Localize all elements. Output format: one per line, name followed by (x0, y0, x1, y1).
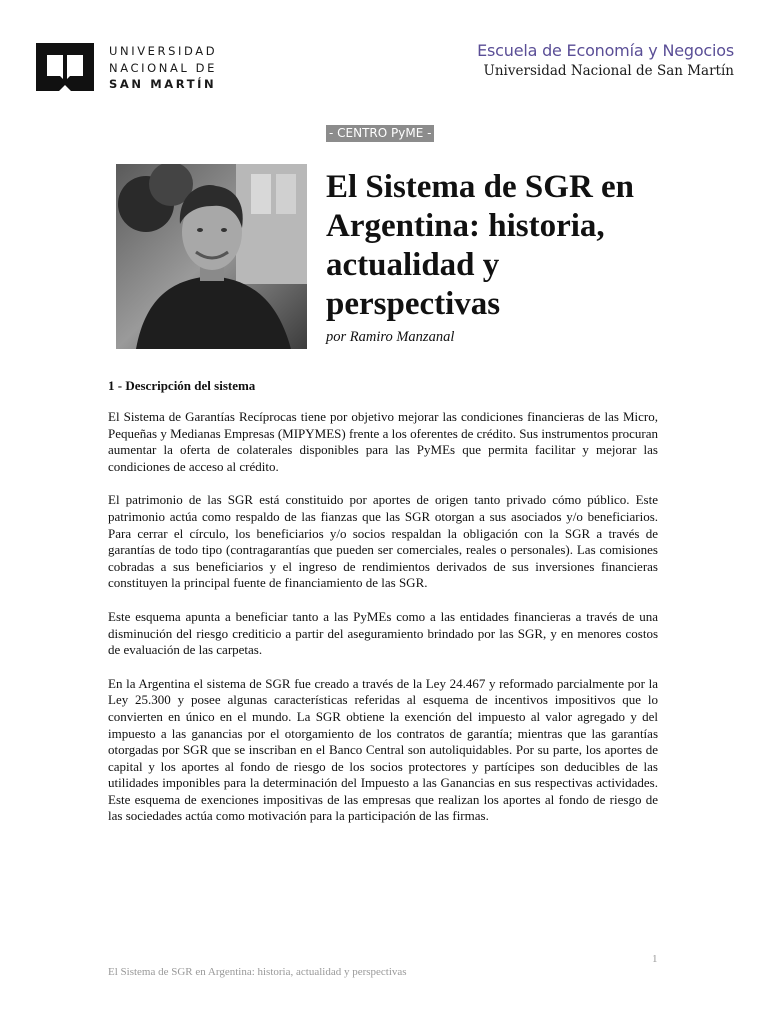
logo-line-2: NACIONAL DE (109, 60, 217, 75)
section-heading: 1 - Descripción del sistema (108, 378, 256, 393)
article-byline: por Ramiro Manzanal (326, 329, 455, 345)
page-number: 1 (652, 953, 658, 965)
paragraph: El Sistema de Garantías Recíprocas tiene por objetivo mejorar las condiciones financieras de las Micro, Pequeñas y Medianas Empresas (MIPYMES) frente a los oferentes de crédito. Sus instrumentos procuran aumentar la oferta de colaterales disponibles para las PyMEs que permita facilitar y mejorar las condiciones de acceso al crédito. (108, 409, 658, 474)
university-name: Universidad Nacional de San Martín (483, 63, 734, 79)
article-title: El Sistema de SGR en Argentina: historia, actualidad y perspectivas (326, 169, 635, 322)
article-body (108, 409, 658, 842)
logo-wordmark (109, 43, 217, 93)
school-header (477, 41, 734, 79)
paragraph: En la Argentina el sistema de SGR fue creado a través de la Ley 24.467 y reformado parcialmente por la Ley 25.300 y posee algunas características referidas al esquema de incentivos impositivos que lo convierten en único en el mundo. La SGR obtiene la exención del impuesto al valor agregado y del impuesto a las ganancias por el otorgamiento de los contratos de garantía; mientras que las garantías otorgadas por SGR que se inscriban en el Banco Central son autoliquidables. Por su parte, los aportes de capital y los aportes al fondo de riesgo de los socios protectores y partícipes son deducibles de las utilidades imponibles para la determinación del Impuesto a las Ganancias en sus respectivas actividades. Este esquema de exenciones impositivas de las empresas que realizan los aportes al fondo de riesgo de las sociedades actúa como motivación para la participación de las firmas. (108, 675, 658, 824)
centro-pyme-badge: - CENTRO PyME - (326, 125, 434, 142)
logo-line-3: SAN MARTÍN (109, 77, 217, 91)
paragraph: Este esquema apunta a beneficiar tanto a las PyMEs como a las entidades financieras a través de una disminución del riesgo crediticio a partir del aseguramiento brindado por las SGR, y en menores costos de evaluación de las carpetas. (108, 608, 658, 658)
university-logo (36, 43, 226, 93)
book-icon (36, 43, 94, 91)
author-portrait-image (116, 164, 307, 349)
logo-line-1: UNIVERSIDAD (109, 44, 218, 58)
paragraph: El patrimonio de las SGR está constituido por aportes de origen tanto privado cómo público. Este patrimonio actúa como respaldo de las fianzas que las SGR otorgan a sus asociados y/o beneficiarios. Para cerrar el círculo, los beneficiarios y/o socios respaldan la obligación con la SGR a través de garantías de todo tipo (contragarantías que pueden ser comerciales, reales o personales). Las comisiones cobradas a sus beneficiarios y el ingreso de rendimientos derivados de sus inversiones financieras constituyen la principal fuente de financiamiento de las SGR. (108, 492, 658, 591)
author-portrait (116, 164, 307, 349)
running-footer: El Sistema de SGR en Argentina: historia, actualidad y perspectivas (108, 966, 407, 978)
school-name: Escuela de Economía y Negocios (477, 41, 734, 60)
